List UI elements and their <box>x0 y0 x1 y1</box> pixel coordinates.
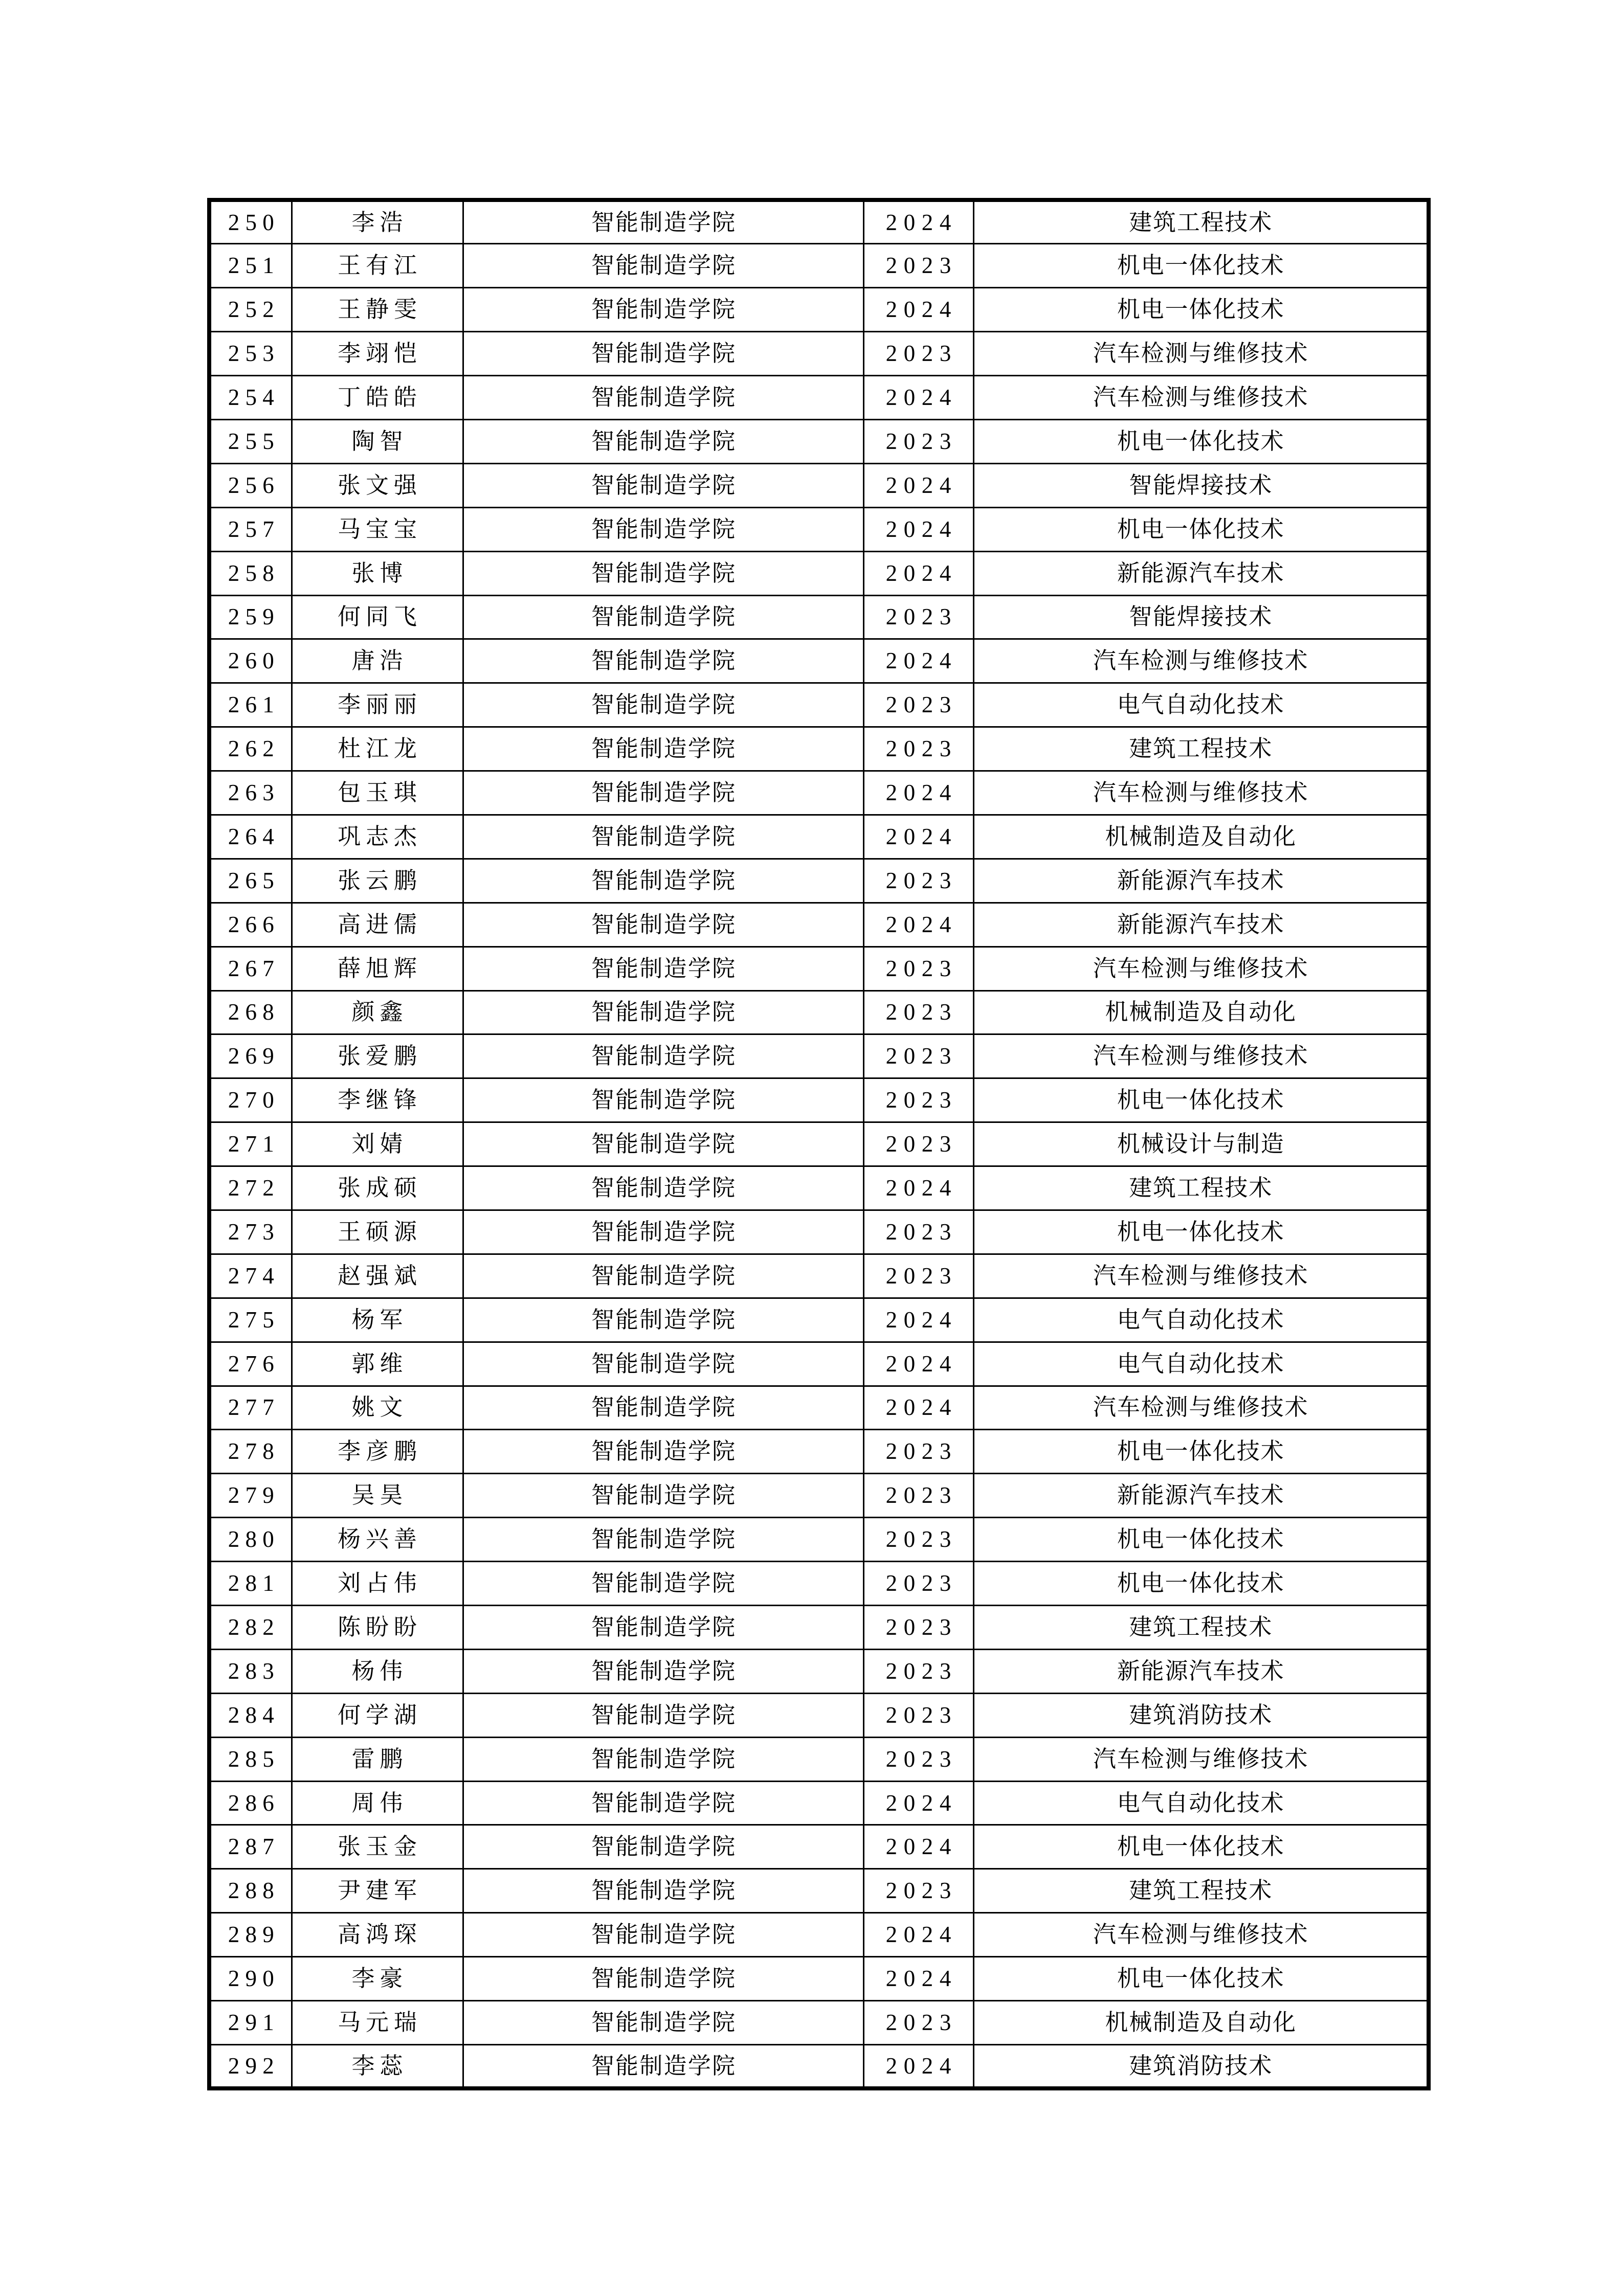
cell-major: 机电一体化技术 <box>973 1210 1429 1254</box>
cell-college: 智能制造学院 <box>463 507 863 551</box>
cell-cohort-year: 2024 <box>863 1825 973 1869</box>
cell-college: 智能制造学院 <box>463 1474 863 1518</box>
cell-serial-number: 284 <box>209 1693 292 1737</box>
cell-serial-number: 277 <box>209 1386 292 1430</box>
table-row <box>209 683 1429 727</box>
cell-college: 智能制造学院 <box>463 771 863 815</box>
table-row <box>209 771 1429 815</box>
cell-cohort-year: 2024 <box>863 903 973 947</box>
cell-college: 智能制造学院 <box>463 1166 863 1210</box>
cell-cohort-year: 2023 <box>863 1693 973 1737</box>
table-row <box>209 1034 1429 1078</box>
cell-college: 智能制造学院 <box>463 2044 863 2088</box>
cell-cohort-year: 2023 <box>863 1474 973 1518</box>
cell-college: 智能制造学院 <box>463 1078 863 1122</box>
cell-serial-number: 281 <box>209 1562 292 1606</box>
cell-cohort-year: 2024 <box>863 507 973 551</box>
cell-major: 汽车检测与维修技术 <box>973 1386 1429 1430</box>
cell-cohort-year: 2024 <box>863 1342 973 1386</box>
cell-serial-number: 250 <box>209 200 292 244</box>
table-row <box>209 1957 1429 2001</box>
cell-college: 智能制造学院 <box>463 595 863 639</box>
cell-major: 智能焊接技术 <box>973 595 1429 639</box>
cell-student-name: 丁皓皓 <box>292 376 463 420</box>
cell-student-name: 王硕源 <box>292 1210 463 1254</box>
cell-major: 电气自动化技术 <box>973 1298 1429 1342</box>
table-row <box>209 815 1429 859</box>
cell-cohort-year: 2023 <box>863 1430 973 1474</box>
cell-major: 汽车检测与维修技术 <box>973 771 1429 815</box>
cell-serial-number: 282 <box>209 1606 292 1650</box>
cell-major: 机电一体化技术 <box>973 507 1429 551</box>
cell-college: 智能制造学院 <box>463 639 863 683</box>
cell-college: 智能制造学院 <box>463 1649 863 1693</box>
cell-major: 机械制造及自动化 <box>973 815 1429 859</box>
cell-cohort-year: 2023 <box>863 244 973 288</box>
table-row <box>209 595 1429 639</box>
cell-serial-number: 263 <box>209 771 292 815</box>
cell-cohort-year: 2024 <box>863 815 973 859</box>
cell-serial-number: 266 <box>209 903 292 947</box>
cell-college: 智能制造学院 <box>463 1034 863 1078</box>
cell-college: 智能制造学院 <box>463 815 863 859</box>
cell-college: 智能制造学院 <box>463 1342 863 1386</box>
cell-major: 智能焊接技术 <box>973 463 1429 507</box>
cell-student-name: 杨伟 <box>292 1649 463 1693</box>
cell-serial-number: 253 <box>209 332 292 376</box>
table-row <box>209 288 1429 332</box>
table-body <box>209 200 1429 2088</box>
cell-cohort-year: 2023 <box>863 1122 973 1166</box>
cell-serial-number: 256 <box>209 463 292 507</box>
cell-major: 新能源汽车技术 <box>973 903 1429 947</box>
cell-student-name: 唐浩 <box>292 639 463 683</box>
cell-serial-number: 288 <box>209 1869 292 1913</box>
cell-college: 智能制造学院 <box>463 419 863 463</box>
cell-college: 智能制造学院 <box>463 1957 863 2001</box>
cell-major: 建筑消防技术 <box>973 2044 1429 2088</box>
table-row <box>209 859 1429 903</box>
cell-serial-number: 269 <box>209 1034 292 1078</box>
table-row <box>209 1474 1429 1518</box>
table-row <box>209 903 1429 947</box>
cell-serial-number: 275 <box>209 1298 292 1342</box>
cell-cohort-year: 2023 <box>863 419 973 463</box>
cell-college: 智能制造学院 <box>463 1781 863 1825</box>
cell-major: 机械制造及自动化 <box>973 2001 1429 2045</box>
cell-college: 智能制造学院 <box>463 859 863 903</box>
cell-college: 智能制造学院 <box>463 200 863 244</box>
cell-cohort-year: 2023 <box>863 595 973 639</box>
cell-college: 智能制造学院 <box>463 1122 863 1166</box>
cell-student-name: 高鸿琛 <box>292 1913 463 1957</box>
table-row <box>209 1122 1429 1166</box>
cell-college: 智能制造学院 <box>463 288 863 332</box>
cell-major: 机电一体化技术 <box>973 1825 1429 1869</box>
table-row <box>209 1737 1429 1781</box>
cell-student-name: 马元瑞 <box>292 2001 463 2045</box>
cell-student-name: 何同飞 <box>292 595 463 639</box>
cell-college: 智能制造学院 <box>463 683 863 727</box>
cell-serial-number: 254 <box>209 376 292 420</box>
cell-major: 汽车检测与维修技术 <box>973 376 1429 420</box>
cell-student-name: 杜江龙 <box>292 727 463 771</box>
cell-cohort-year: 2024 <box>863 288 973 332</box>
cell-serial-number: 265 <box>209 859 292 903</box>
cell-cohort-year: 2023 <box>863 1210 973 1254</box>
cell-serial-number: 280 <box>209 1518 292 1562</box>
table-row <box>209 1166 1429 1210</box>
cell-student-name: 周伟 <box>292 1781 463 1825</box>
cell-student-name: 李丽丽 <box>292 683 463 727</box>
cell-student-name: 张云鹏 <box>292 859 463 903</box>
student-roster-table <box>207 198 1431 2090</box>
cell-serial-number: 278 <box>209 1430 292 1474</box>
table-row <box>209 1254 1429 1298</box>
table-row <box>209 991 1429 1034</box>
cell-serial-number: 290 <box>209 1957 292 2001</box>
cell-college: 智能制造学院 <box>463 1913 863 1957</box>
cell-college: 智能制造学院 <box>463 1825 863 1869</box>
cell-major: 电气自动化技术 <box>973 1342 1429 1386</box>
cell-student-name: 郭维 <box>292 1342 463 1386</box>
cell-serial-number: 283 <box>209 1649 292 1693</box>
cell-cohort-year: 2024 <box>863 1913 973 1957</box>
cell-college: 智能制造学院 <box>463 947 863 991</box>
cell-cohort-year: 2024 <box>863 376 973 420</box>
cell-cohort-year: 2024 <box>863 771 973 815</box>
cell-cohort-year: 2023 <box>863 1518 973 1562</box>
cell-serial-number: 259 <box>209 595 292 639</box>
cell-serial-number: 255 <box>209 419 292 463</box>
cell-major: 汽车检测与维修技术 <box>973 947 1429 991</box>
cell-major: 机械设计与制造 <box>973 1122 1429 1166</box>
cell-student-name: 李浩 <box>292 200 463 244</box>
cell-major: 汽车检测与维修技术 <box>973 1737 1429 1781</box>
cell-student-name: 雷鹏 <box>292 1737 463 1781</box>
table-row <box>209 1693 1429 1737</box>
cell-major: 建筑工程技术 <box>973 727 1429 771</box>
cell-college: 智能制造学院 <box>463 1693 863 1737</box>
cell-cohort-year: 2024 <box>863 1781 973 1825</box>
table-row <box>209 1913 1429 1957</box>
cell-major: 汽车检测与维修技术 <box>973 1034 1429 1078</box>
cell-major: 建筑工程技术 <box>973 200 1429 244</box>
cell-student-name: 王有江 <box>292 244 463 288</box>
cell-college: 智能制造学院 <box>463 1562 863 1606</box>
cell-major: 建筑工程技术 <box>973 1166 1429 1210</box>
table-row <box>209 1869 1429 1913</box>
cell-major: 机电一体化技术 <box>973 1518 1429 1562</box>
cell-serial-number: 276 <box>209 1342 292 1386</box>
cell-major: 汽车检测与维修技术 <box>973 1913 1429 1957</box>
cell-student-name: 张玉金 <box>292 1825 463 1869</box>
cell-student-name: 巩志杰 <box>292 815 463 859</box>
table-row <box>209 947 1429 991</box>
table-row <box>209 1210 1429 1254</box>
cell-cohort-year: 2023 <box>863 1606 973 1650</box>
cell-student-name: 刘婧 <box>292 1122 463 1166</box>
cell-student-name: 包玉琪 <box>292 771 463 815</box>
table-row <box>209 419 1429 463</box>
table-row <box>209 1078 1429 1122</box>
cell-cohort-year: 2024 <box>863 2044 973 2088</box>
cell-cohort-year: 2023 <box>863 683 973 727</box>
table-row <box>209 727 1429 771</box>
cell-college: 智能制造学院 <box>463 1386 863 1430</box>
cell-major: 机电一体化技术 <box>973 1957 1429 2001</box>
cell-serial-number: 252 <box>209 288 292 332</box>
table-row <box>209 463 1429 507</box>
cell-college: 智能制造学院 <box>463 1430 863 1474</box>
cell-serial-number: 270 <box>209 1078 292 1122</box>
cell-major: 汽车检测与维修技术 <box>973 332 1429 376</box>
cell-major: 汽车检测与维修技术 <box>973 1254 1429 1298</box>
cell-student-name: 张博 <box>292 551 463 595</box>
cell-cohort-year: 2023 <box>863 1649 973 1693</box>
table-row <box>209 1781 1429 1825</box>
cell-student-name: 何学湖 <box>292 1693 463 1737</box>
table-row <box>209 1518 1429 1562</box>
cell-major: 电气自动化技术 <box>973 1781 1429 1825</box>
cell-student-name: 王静雯 <box>292 288 463 332</box>
cell-major: 机电一体化技术 <box>973 288 1429 332</box>
table-row <box>209 1562 1429 1606</box>
cell-student-name: 陈盼盼 <box>292 1606 463 1650</box>
cell-student-name: 刘占伟 <box>292 1562 463 1606</box>
cell-student-name: 杨军 <box>292 1298 463 1342</box>
cell-serial-number: 261 <box>209 683 292 727</box>
cell-college: 智能制造学院 <box>463 1254 863 1298</box>
cell-cohort-year: 2023 <box>863 1562 973 1606</box>
cell-college: 智能制造学院 <box>463 1869 863 1913</box>
cell-student-name: 李翊恺 <box>292 332 463 376</box>
cell-cohort-year: 2024 <box>863 200 973 244</box>
cell-cohort-year: 2024 <box>863 1298 973 1342</box>
cell-student-name: 陶智 <box>292 419 463 463</box>
cell-serial-number: 286 <box>209 1781 292 1825</box>
cell-student-name: 吴昊 <box>292 1474 463 1518</box>
table-row <box>209 1386 1429 1430</box>
cell-student-name: 薛旭辉 <box>292 947 463 991</box>
cell-cohort-year: 2023 <box>863 727 973 771</box>
cell-college: 智能制造学院 <box>463 1606 863 1650</box>
cell-college: 智能制造学院 <box>463 1737 863 1781</box>
cell-serial-number: 258 <box>209 551 292 595</box>
table-row <box>209 1825 1429 1869</box>
cell-serial-number: 260 <box>209 639 292 683</box>
cell-student-name: 高进儒 <box>292 903 463 947</box>
table-row <box>209 1342 1429 1386</box>
cell-cohort-year: 2024 <box>863 1386 973 1430</box>
cell-serial-number: 262 <box>209 727 292 771</box>
cell-cohort-year: 2023 <box>863 1869 973 1913</box>
cell-cohort-year: 2023 <box>863 1034 973 1078</box>
cell-college: 智能制造学院 <box>463 332 863 376</box>
cell-student-name: 尹建军 <box>292 1869 463 1913</box>
cell-college: 智能制造学院 <box>463 2001 863 2045</box>
cell-college: 智能制造学院 <box>463 727 863 771</box>
cell-serial-number: 287 <box>209 1825 292 1869</box>
cell-serial-number: 268 <box>209 991 292 1034</box>
table-row <box>209 639 1429 683</box>
cell-serial-number: 271 <box>209 1122 292 1166</box>
cell-serial-number: 292 <box>209 2044 292 2088</box>
cell-college: 智能制造学院 <box>463 991 863 1034</box>
cell-cohort-year: 2023 <box>863 859 973 903</box>
cell-college: 智能制造学院 <box>463 1518 863 1562</box>
cell-serial-number: 257 <box>209 507 292 551</box>
cell-cohort-year: 2023 <box>863 947 973 991</box>
table-row <box>209 200 1429 244</box>
cell-student-name: 赵强斌 <box>292 1254 463 1298</box>
cell-serial-number: 251 <box>209 244 292 288</box>
cell-student-name: 张爱鹏 <box>292 1034 463 1078</box>
cell-serial-number: 272 <box>209 1166 292 1210</box>
cell-major: 新能源汽车技术 <box>973 1474 1429 1518</box>
cell-college: 智能制造学院 <box>463 463 863 507</box>
cell-major: 新能源汽车技术 <box>973 859 1429 903</box>
cell-major: 建筑工程技术 <box>973 1869 1429 1913</box>
cell-serial-number: 285 <box>209 1737 292 1781</box>
cell-serial-number: 264 <box>209 815 292 859</box>
cell-college: 智能制造学院 <box>463 244 863 288</box>
cell-major: 汽车检测与维修技术 <box>973 639 1429 683</box>
table-row <box>209 244 1429 288</box>
cell-college: 智能制造学院 <box>463 1210 863 1254</box>
cell-cohort-year: 2024 <box>863 639 973 683</box>
cell-serial-number: 289 <box>209 1913 292 1957</box>
cell-serial-number: 267 <box>209 947 292 991</box>
table-row <box>209 1298 1429 1342</box>
cell-major: 建筑消防技术 <box>973 1693 1429 1737</box>
cell-student-name: 李豪 <box>292 1957 463 2001</box>
cell-major: 机电一体化技术 <box>973 419 1429 463</box>
cell-student-name: 颜鑫 <box>292 991 463 1034</box>
cell-college: 智能制造学院 <box>463 376 863 420</box>
cell-student-name: 李继锋 <box>292 1078 463 1122</box>
cell-cohort-year: 2024 <box>863 1957 973 2001</box>
table-row <box>209 1649 1429 1693</box>
cell-cohort-year: 2024 <box>863 463 973 507</box>
cell-major: 新能源汽车技术 <box>973 1649 1429 1693</box>
cell-cohort-year: 2023 <box>863 1737 973 1781</box>
cell-college: 智能制造学院 <box>463 1298 863 1342</box>
cell-college: 智能制造学院 <box>463 551 863 595</box>
table-row <box>209 2044 1429 2088</box>
cell-student-name: 张文强 <box>292 463 463 507</box>
cell-cohort-year: 2023 <box>863 332 973 376</box>
table-row <box>209 376 1429 420</box>
cell-serial-number: 291 <box>209 2001 292 2045</box>
cell-major: 电气自动化技术 <box>973 683 1429 727</box>
cell-student-name: 姚文 <box>292 1386 463 1430</box>
cell-student-name: 李蕊 <box>292 2044 463 2088</box>
cell-major: 建筑工程技术 <box>973 1606 1429 1650</box>
cell-serial-number: 274 <box>209 1254 292 1298</box>
cell-college: 智能制造学院 <box>463 903 863 947</box>
cell-major: 机电一体化技术 <box>973 1430 1429 1474</box>
cell-major: 机电一体化技术 <box>973 244 1429 288</box>
cell-major: 机械制造及自动化 <box>973 991 1429 1034</box>
cell-student-name: 马宝宝 <box>292 507 463 551</box>
table-row <box>209 1606 1429 1650</box>
table-row <box>209 507 1429 551</box>
table-row <box>209 551 1429 595</box>
cell-serial-number: 279 <box>209 1474 292 1518</box>
cell-major: 机电一体化技术 <box>973 1562 1429 1606</box>
table-row <box>209 1430 1429 1474</box>
cell-cohort-year: 2024 <box>863 551 973 595</box>
cell-cohort-year: 2023 <box>863 991 973 1034</box>
cell-cohort-year: 2023 <box>863 1254 973 1298</box>
cell-student-name: 李彦鹏 <box>292 1430 463 1474</box>
table-row <box>209 332 1429 376</box>
table-row <box>209 2001 1429 2045</box>
cell-major: 新能源汽车技术 <box>973 551 1429 595</box>
cell-cohort-year: 2024 <box>863 1166 973 1210</box>
cell-major: 机电一体化技术 <box>973 1078 1429 1122</box>
cell-serial-number: 273 <box>209 1210 292 1254</box>
cell-student-name: 杨兴善 <box>292 1518 463 1562</box>
cell-student-name: 张成硕 <box>292 1166 463 1210</box>
cell-cohort-year: 2023 <box>863 1078 973 1122</box>
cell-cohort-year: 2023 <box>863 2001 973 2045</box>
